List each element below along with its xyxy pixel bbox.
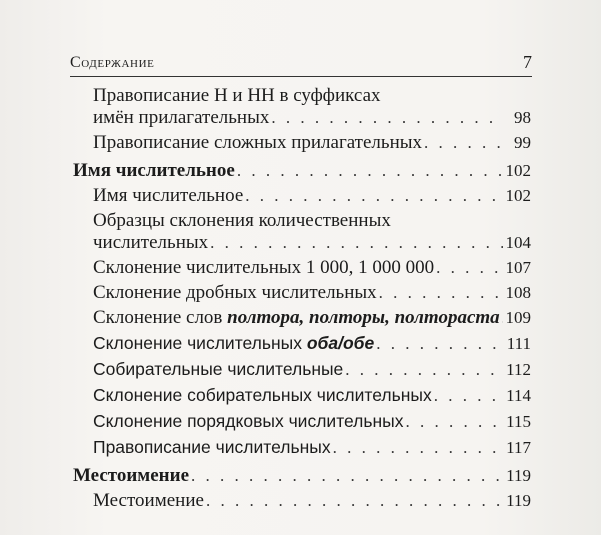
toc-page-number: 98 [514, 108, 531, 127]
toc-entry-title-emphasis: оба/обе [306, 333, 375, 353]
toc-entry-title-prefix: Склонение числительных [93, 333, 307, 353]
toc-page-number: 111 [506, 334, 531, 353]
toc-section [73, 465, 531, 487]
leader-dots [245, 185, 503, 207]
leader-dots [379, 282, 503, 304]
toc-page-number: 112 [506, 360, 531, 379]
toc-page-number: 117 [506, 438, 531, 457]
toc-entry-title-cont: числительных [93, 232, 209, 253]
toc-entry-title [93, 332, 374, 354]
toc-entry [73, 257, 531, 279]
toc-entry-title-emphasis: полтора, полторы, полтораста [227, 307, 500, 328]
toc-entry-title: Местоимение [93, 490, 204, 511]
toc-entry [73, 332, 531, 355]
toc-entry-title: Склонение порядковых числительных [93, 411, 404, 431]
leader-dots [424, 132, 503, 154]
toc-section [73, 160, 531, 182]
toc-entry-title: Склонение числительных 1 000, 1 000 000 [93, 257, 435, 278]
leader-dots [436, 257, 503, 279]
toc-page-number: 104 [505, 233, 531, 252]
toc-entry-title: Правописание сложных прилагательных [93, 132, 423, 153]
toc-entry-title-cont: имён прилагательных [93, 107, 270, 128]
toc-section-title: Местоимение [73, 465, 190, 486]
toc-page-number: 119 [506, 466, 531, 485]
toc-entry [73, 282, 531, 304]
toc-entry [73, 185, 531, 207]
table-of-contents [73, 85, 531, 512]
page-header [70, 48, 532, 77]
toc-entry-title: Склонение собирательных числительных [93, 385, 432, 405]
leader-dots [191, 465, 503, 487]
leader-dots [210, 232, 503, 254]
leader-dots [271, 107, 503, 129]
toc-entry [73, 384, 531, 407]
header-page-number: 7 [523, 52, 532, 72]
header-title: Содержание [70, 54, 155, 71]
leader-dots [333, 437, 503, 459]
toc-entry-title [93, 307, 500, 329]
toc-entry [73, 410, 531, 433]
toc-entry-title: Правописание Н и НН в суффиксах [93, 85, 381, 106]
toc-page-number: 114 [506, 386, 531, 405]
toc-entry [73, 436, 531, 459]
toc-entry [73, 85, 531, 129]
toc-page-number: 108 [505, 283, 531, 302]
toc-page-number: 99 [514, 133, 531, 152]
toc-entry-title: Собирательные числительные [93, 359, 344, 379]
toc-entry [73, 358, 531, 381]
leader-dots [345, 359, 503, 381]
toc-entry [73, 307, 531, 329]
toc-entry-title: Образцы склонения количественных [93, 210, 391, 231]
toc-page-number: 102 [505, 186, 531, 205]
toc-section-title: Имя числительное [73, 160, 235, 181]
leader-dots [502, 307, 503, 329]
toc-page-number: 115 [506, 412, 531, 431]
leader-dots [237, 160, 503, 182]
toc-entry-title: Склонение дробных числительных [93, 282, 377, 303]
toc-entry-title-prefix: Склонение слов [93, 307, 228, 328]
leader-dots [206, 490, 503, 512]
toc-page-number: 109 [505, 308, 531, 327]
toc-entry [73, 490, 531, 512]
leader-dots [406, 411, 504, 433]
toc-entry-title: Правописание числительных [93, 437, 331, 457]
toc-page-number: 119 [506, 491, 531, 510]
leader-dots [434, 385, 503, 407]
toc-page-number: 107 [505, 258, 531, 277]
toc-page-number: 102 [505, 161, 531, 180]
toc-entry [73, 132, 531, 154]
toc-entry-title: Имя числительное [93, 185, 244, 206]
leader-dots [376, 333, 503, 355]
toc-entry [73, 210, 531, 254]
